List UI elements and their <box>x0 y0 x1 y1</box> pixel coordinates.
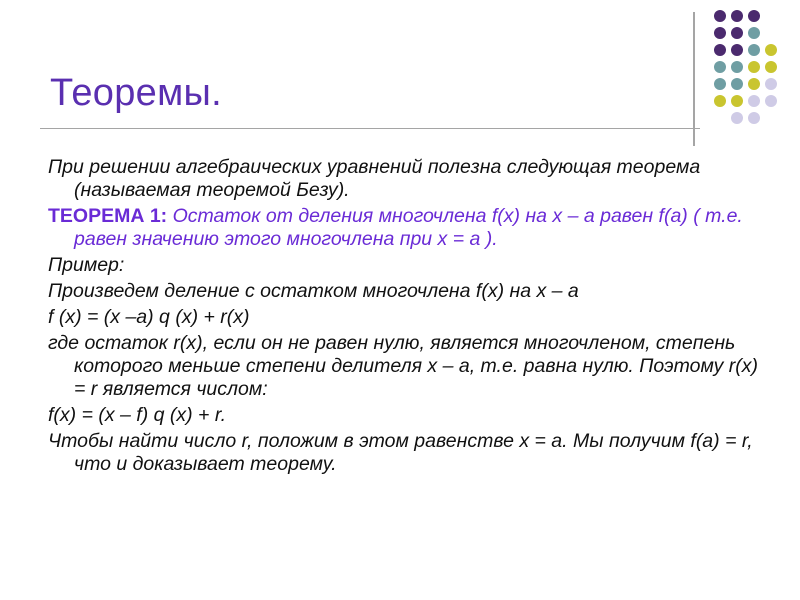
vertical-divider <box>693 12 695 146</box>
dot <box>748 61 760 73</box>
decorative-dot-grid <box>704 10 794 130</box>
horizontal-divider <box>40 128 700 129</box>
dot <box>731 112 743 124</box>
theorem-text: Остаток от деления многочлена f(x) на x – a равен f(a) ( т.е. равен значению этого многочлена при x = a ). <box>74 205 743 250</box>
paragraph-conclusion: Чтобы найти число r, положим в этом равенстве x = a. Мы получим f(a) = r, что и доказывает теорему. <box>48 430 753 475</box>
dot <box>714 27 726 39</box>
dot <box>765 44 777 56</box>
dot <box>748 95 760 107</box>
dot <box>765 61 777 73</box>
slide-title: Теоремы. <box>50 72 223 114</box>
paragraph-theorem <box>48 205 760 251</box>
dot <box>748 78 760 90</box>
dot <box>731 27 743 39</box>
dot <box>731 10 743 22</box>
paragraph-example-label: Пример: <box>48 254 125 276</box>
dot <box>748 44 760 56</box>
dot <box>748 27 760 39</box>
paragraph-remainder: где остаток r(x), если он не равен нулю, является многочленом, степень которого меньше степени делителя x – a, т.е. равна нулю. Поэтому r(x) = r является числом: <box>48 332 759 400</box>
dot <box>748 10 760 22</box>
dot <box>714 95 726 107</box>
dot <box>714 78 726 90</box>
dot <box>731 95 743 107</box>
dot <box>714 61 726 73</box>
dot <box>765 95 777 107</box>
paragraph-formula-1: f (x) = (x –a) q (x) + r(x) <box>48 306 250 328</box>
theorem-label: ТЕОРЕМА 1: <box>48 205 168 227</box>
paragraph-division: Произведем деление с остатком многочлена f(x) на x – a <box>48 280 579 302</box>
paragraph-formula-2: f(x) = (x – f) q (x) + r. <box>48 404 227 426</box>
paragraph-intro: При решении алгебраических уравнений полезна следующая теорема (называемая теоремой Безу). <box>48 156 701 201</box>
slide-body <box>48 156 760 479</box>
dot <box>714 44 726 56</box>
dot <box>765 78 777 90</box>
dot <box>731 78 743 90</box>
dot <box>731 44 743 56</box>
dot <box>714 10 726 22</box>
dot <box>731 61 743 73</box>
dot <box>748 112 760 124</box>
